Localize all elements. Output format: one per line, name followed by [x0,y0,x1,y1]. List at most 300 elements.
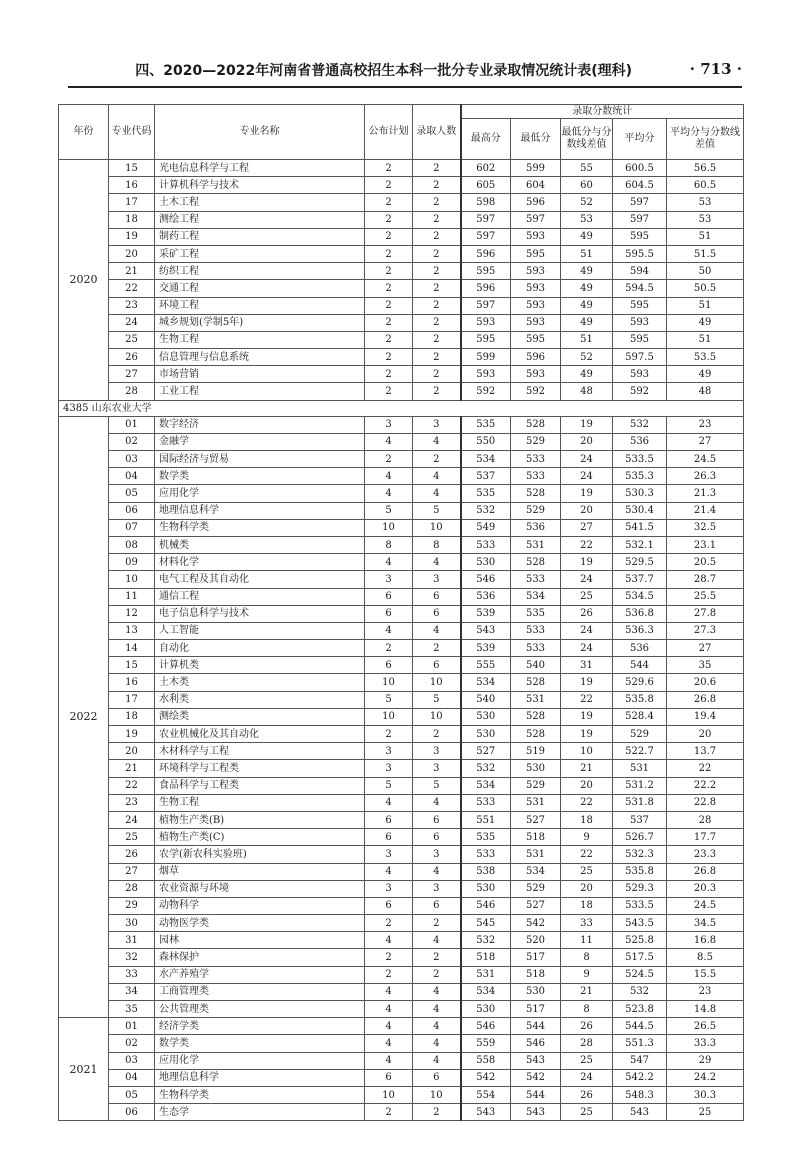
min-score-cell: 596 [511,349,561,366]
plan-cell: 6 [365,811,413,828]
plan-cell: 4 [365,863,413,880]
min-diff-cell: 19 [561,708,613,725]
code-cell: 03 [109,1052,155,1069]
code-cell: 26 [109,846,155,863]
plan-cell: 8 [365,536,413,553]
avg-score-cell: 535.8 [613,691,667,708]
plan-cell: 6 [365,657,413,674]
max-score-cell: 597 [461,211,511,228]
avg-diff-cell: 24.5 [667,451,744,468]
max-score-cell: 530 [461,880,511,897]
code-cell: 30 [109,915,155,932]
avg-diff-cell: 27.3 [667,622,744,639]
min-diff-cell: 25 [561,1052,613,1069]
table-row [59,743,744,760]
min-score-cell: 593 [511,366,561,383]
enrolled-cell: 8 [413,536,461,553]
code-cell: 13 [109,622,155,639]
plan-cell: 5 [365,691,413,708]
table-row [59,949,744,966]
avg-score-cell: 597 [613,211,667,228]
min-score-cell: 543 [511,1104,561,1121]
min-diff-cell: 49 [561,366,613,383]
avg-score-cell: 533.5 [613,897,667,914]
table-row [59,383,744,400]
avg-score-cell: 544 [613,657,667,674]
avg-diff-cell: 33.3 [667,1035,744,1052]
avg-diff-cell: 34.5 [667,915,744,932]
code-cell: 33 [109,966,155,983]
avg-score-cell: 548.3 [613,1086,667,1103]
major-name-cell: 水产养殖学 [155,966,365,983]
avg-diff-cell: 50.5 [667,280,744,297]
major-name-cell: 动物科学 [155,897,365,914]
min-score-cell: 531 [511,536,561,553]
avg-diff-cell: 53.5 [667,349,744,366]
avg-score-cell: 535.3 [613,468,667,485]
code-cell: 22 [109,280,155,297]
major-name-cell: 应用化学 [155,485,365,502]
code-cell: 05 [109,1086,155,1103]
major-name-cell: 动物医学类 [155,915,365,932]
avg-score-cell: 532 [613,983,667,1000]
avg-score-cell: 531.2 [613,777,667,794]
avg-score-cell: 534.5 [613,588,667,605]
major-name-cell: 生态学 [155,1104,365,1121]
table-row [59,1069,744,1086]
min-diff-cell: 24 [561,1069,613,1086]
min-score-cell: 533 [511,451,561,468]
enrolled-cell: 2 [413,211,461,228]
enrolled-cell: 2 [413,297,461,314]
plan-cell: 4 [365,794,413,811]
column-header-year: 年份 [59,105,109,160]
avg-diff-cell: 25.5 [667,588,744,605]
enrolled-cell: 2 [413,451,461,468]
table-row [59,502,744,519]
max-score-cell: 593 [461,314,511,331]
max-score-cell: 558 [461,1052,511,1069]
plan-cell: 2 [365,451,413,468]
enrolled-cell: 10 [413,708,461,725]
major-name-cell: 农业资源与环境 [155,880,365,897]
enrolled-cell: 4 [413,485,461,502]
enrolled-cell: 4 [413,468,461,485]
enrolled-cell: 2 [413,160,461,177]
major-name-cell: 农学(新农科实验班) [155,846,365,863]
major-name-cell: 水利类 [155,691,365,708]
code-cell: 19 [109,228,155,245]
plan-cell: 2 [365,966,413,983]
max-score-cell: 530 [461,1001,511,1018]
table-row [59,245,744,262]
code-cell: 24 [109,811,155,828]
enrolled-cell: 4 [413,794,461,811]
avg-score-cell: 547 [613,1052,667,1069]
avg-score-cell: 597 [613,194,667,211]
avg-diff-cell: 53 [667,211,744,228]
table-row [59,622,744,639]
min-diff-cell: 9 [561,829,613,846]
enrolled-cell: 2 [413,1104,461,1121]
min-score-cell: 596 [511,194,561,211]
table-row [59,280,744,297]
min-diff-cell: 31 [561,657,613,674]
min-diff-cell: 49 [561,297,613,314]
min-diff-cell: 51 [561,245,613,262]
table-row [59,863,744,880]
enrolled-cell: 6 [413,811,461,828]
min-score-cell: 595 [511,331,561,348]
avg-diff-cell: 16.8 [667,932,744,949]
avg-diff-cell: 23 [667,983,744,1000]
max-score-cell: 536 [461,588,511,605]
code-cell: 34 [109,983,155,1000]
min-diff-cell: 24 [561,571,613,588]
min-score-cell: 518 [511,829,561,846]
table-row [59,314,744,331]
enrolled-cell: 4 [413,932,461,949]
major-name-cell: 环境工程 [155,297,365,314]
plan-cell: 4 [365,1052,413,1069]
min-score-cell: 544 [511,1018,561,1035]
plan-cell: 4 [365,932,413,949]
min-diff-cell: 24 [561,640,613,657]
min-diff-cell: 8 [561,1001,613,1018]
max-score-cell: 592 [461,383,511,400]
enrolled-cell: 2 [413,177,461,194]
max-score-cell: 527 [461,743,511,760]
avg-diff-cell: 26.3 [667,468,744,485]
avg-diff-cell: 32.5 [667,519,744,536]
plan-cell: 5 [365,777,413,794]
max-score-cell: 597 [461,297,511,314]
plan-cell: 6 [365,605,413,622]
code-cell: 03 [109,451,155,468]
code-cell: 20 [109,245,155,262]
table-row [59,451,744,468]
table-row [59,160,744,177]
plan-cell: 2 [365,280,413,297]
min-score-cell: 533 [511,468,561,485]
min-score-cell: 519 [511,743,561,760]
plan-cell: 5 [365,502,413,519]
min-diff-cell: 26 [561,1018,613,1035]
avg-diff-cell: 26.5 [667,1018,744,1035]
avg-score-cell: 524.5 [613,966,667,983]
code-cell: 23 [109,794,155,811]
plan-cell: 4 [365,485,413,502]
code-cell: 25 [109,829,155,846]
plan-cell: 3 [365,416,413,433]
avg-diff-cell: 29 [667,1052,744,1069]
avg-diff-cell: 35 [667,657,744,674]
enrolled-cell: 3 [413,571,461,588]
avg-score-cell: 595 [613,297,667,314]
code-cell: 18 [109,708,155,725]
code-cell: 16 [109,674,155,691]
min-score-cell: 593 [511,228,561,245]
max-score-cell: 602 [461,160,511,177]
avg-score-cell: 544.5 [613,1018,667,1035]
enrolled-cell: 4 [413,1018,461,1035]
enrolled-cell: 10 [413,674,461,691]
table-row [59,1052,744,1069]
column-header-avg: 平均分 [613,119,667,160]
enrolled-cell: 2 [413,331,461,348]
avg-diff-cell: 15.5 [667,966,744,983]
plan-cell: 4 [365,1001,413,1018]
school-name: 4385 山东农业大学 [59,400,744,416]
enrolled-cell: 3 [413,846,461,863]
max-score-cell: 555 [461,657,511,674]
avg-score-cell: 523.8 [613,1001,667,1018]
table-row [59,519,744,536]
table-row [59,880,744,897]
major-name-cell: 纺织工程 [155,263,365,280]
column-header-min: 最低分 [511,119,561,160]
min-score-cell: 528 [511,726,561,743]
avg-score-cell: 530.3 [613,485,667,502]
plan-cell: 6 [365,829,413,846]
table-row [59,588,744,605]
avg-diff-cell: 21.4 [667,502,744,519]
enrolled-cell: 10 [413,519,461,536]
min-diff-cell: 19 [561,485,613,502]
max-score-cell: 598 [461,194,511,211]
major-name-cell: 数字经济 [155,416,365,433]
major-name-cell: 食品科学与工程类 [155,777,365,794]
avg-score-cell: 526.7 [613,829,667,846]
max-score-cell: 532 [461,760,511,777]
table-row [59,211,744,228]
avg-score-cell: 595 [613,331,667,348]
code-cell: 27 [109,366,155,383]
code-cell: 16 [109,177,155,194]
major-name-cell: 测绘工程 [155,211,365,228]
plan-cell: 2 [365,160,413,177]
column-header-score-group: 录取分数统计 [461,105,744,119]
plan-cell: 2 [365,640,413,657]
avg-diff-cell: 56.5 [667,160,744,177]
code-cell: 32 [109,949,155,966]
major-name-cell: 采矿工程 [155,245,365,262]
plan-cell: 6 [365,588,413,605]
code-cell: 05 [109,485,155,502]
code-cell: 31 [109,932,155,949]
enrolled-cell: 2 [413,228,461,245]
min-diff-cell: 24 [561,622,613,639]
table-row [59,726,744,743]
min-score-cell: 518 [511,966,561,983]
code-cell: 01 [109,1018,155,1035]
code-cell: 25 [109,331,155,348]
enrolled-cell: 2 [413,915,461,932]
min-score-cell: 529 [511,433,561,450]
code-cell: 21 [109,263,155,280]
table-row [59,263,744,280]
min-score-cell: 593 [511,263,561,280]
max-score-cell: 535 [461,416,511,433]
major-name-cell: 国际经济与贸易 [155,451,365,468]
min-score-cell: 597 [511,211,561,228]
avg-diff-cell: 17.7 [667,829,744,846]
code-cell: 23 [109,297,155,314]
code-cell: 07 [109,519,155,536]
avg-score-cell: 593 [613,366,667,383]
min-diff-cell: 20 [561,433,613,450]
table-row [59,915,744,932]
year-cell: 2022 [59,416,109,1018]
avg-diff-cell: 22.8 [667,794,744,811]
avg-diff-cell: 22.2 [667,777,744,794]
code-cell: 08 [109,536,155,553]
page-number: · 713 · [689,60,742,78]
table-row [59,485,744,502]
max-score-cell: 533 [461,536,511,553]
min-diff-cell: 22 [561,794,613,811]
table-row [59,846,744,863]
enrolled-cell: 2 [413,194,461,211]
plan-cell: 2 [365,194,413,211]
table-row [59,468,744,485]
min-diff-cell: 22 [561,536,613,553]
min-diff-cell: 51 [561,331,613,348]
year-cell: 2021 [59,1018,109,1121]
min-score-cell: 604 [511,177,561,194]
min-score-cell: 593 [511,297,561,314]
max-score-cell: 543 [461,1104,511,1121]
avg-score-cell: 529.5 [613,554,667,571]
avg-diff-cell: 24.5 [667,897,744,914]
avg-score-cell: 592 [613,383,667,400]
min-diff-cell: 19 [561,726,613,743]
max-score-cell: 534 [461,983,511,1000]
table-row [59,349,744,366]
code-cell: 06 [109,502,155,519]
min-diff-cell: 53 [561,211,613,228]
plan-cell: 2 [365,949,413,966]
table-row [59,966,744,983]
major-name-cell: 计算机类 [155,657,365,674]
plan-cell: 2 [365,297,413,314]
min-score-cell: 528 [511,674,561,691]
avg-diff-cell: 53 [667,194,744,211]
table-row [59,691,744,708]
avg-diff-cell: 20 [667,726,744,743]
min-diff-cell: 60 [561,177,613,194]
min-score-cell: 535 [511,605,561,622]
enrolled-cell: 4 [413,863,461,880]
avg-score-cell: 533.5 [613,451,667,468]
min-diff-cell: 52 [561,194,613,211]
plan-cell: 4 [365,1035,413,1052]
code-cell: 17 [109,691,155,708]
avg-diff-cell: 22 [667,760,744,777]
column-header-name: 专业名称 [155,105,365,160]
plan-cell: 2 [365,211,413,228]
enrolled-cell: 4 [413,983,461,1000]
page-header [68,60,742,82]
avg-score-cell: 532 [613,416,667,433]
min-diff-cell: 20 [561,777,613,794]
min-diff-cell: 55 [561,160,613,177]
min-score-cell: 542 [511,1069,561,1086]
major-name-cell: 园林 [155,932,365,949]
major-name-cell: 经济学类 [155,1018,365,1035]
enrolled-cell: 6 [413,1069,461,1086]
major-name-cell: 材料化学 [155,554,365,571]
min-diff-cell: 49 [561,314,613,331]
major-name-cell: 生物工程 [155,331,365,348]
min-diff-cell: 20 [561,880,613,897]
avg-score-cell: 536.3 [613,622,667,639]
major-name-cell: 市场营销 [155,366,365,383]
plan-cell: 10 [365,708,413,725]
major-name-cell: 通信工程 [155,588,365,605]
min-diff-cell: 11 [561,932,613,949]
max-score-cell: 532 [461,502,511,519]
max-score-cell: 596 [461,280,511,297]
max-score-cell: 542 [461,1069,511,1086]
min-diff-cell: 10 [561,743,613,760]
avg-diff-cell: 49 [667,314,744,331]
max-score-cell: 550 [461,433,511,450]
table-row [59,897,744,914]
max-score-cell: 595 [461,263,511,280]
code-cell: 35 [109,1001,155,1018]
avg-diff-cell: 23 [667,416,744,433]
max-score-cell: 596 [461,245,511,262]
code-cell: 11 [109,588,155,605]
max-score-cell: 535 [461,829,511,846]
avg-diff-cell: 8.5 [667,949,744,966]
major-name-cell: 地理信息科学 [155,1069,365,1086]
min-diff-cell: 19 [561,674,613,691]
max-score-cell: 535 [461,485,511,502]
avg-score-cell: 594.5 [613,280,667,297]
header-rule [68,86,742,88]
max-score-cell: 554 [461,1086,511,1103]
code-cell: 24 [109,314,155,331]
column-header-min-diff: 最低分与分数线差值 [561,119,613,160]
code-cell: 10 [109,571,155,588]
enrolled-cell: 4 [413,1035,461,1052]
column-header-avg-diff: 平均分与分数线差值 [667,119,744,160]
plan-cell: 4 [365,468,413,485]
min-score-cell: 529 [511,502,561,519]
plan-cell: 2 [365,331,413,348]
min-score-cell: 528 [511,416,561,433]
min-diff-cell: 25 [561,588,613,605]
min-diff-cell: 52 [561,349,613,366]
min-diff-cell: 24 [561,451,613,468]
table-row [59,177,744,194]
avg-diff-cell: 27 [667,640,744,657]
min-diff-cell: 27 [561,519,613,536]
plan-cell: 10 [365,674,413,691]
max-score-cell: 559 [461,1035,511,1052]
plan-cell: 4 [365,1018,413,1035]
plan-cell: 4 [365,983,413,1000]
avg-diff-cell: 49 [667,366,744,383]
min-score-cell: 520 [511,932,561,949]
max-score-cell: 537 [461,468,511,485]
avg-diff-cell: 25 [667,1104,744,1121]
table-row [59,1035,744,1052]
avg-diff-cell: 21.3 [667,485,744,502]
avg-score-cell: 517.5 [613,949,667,966]
